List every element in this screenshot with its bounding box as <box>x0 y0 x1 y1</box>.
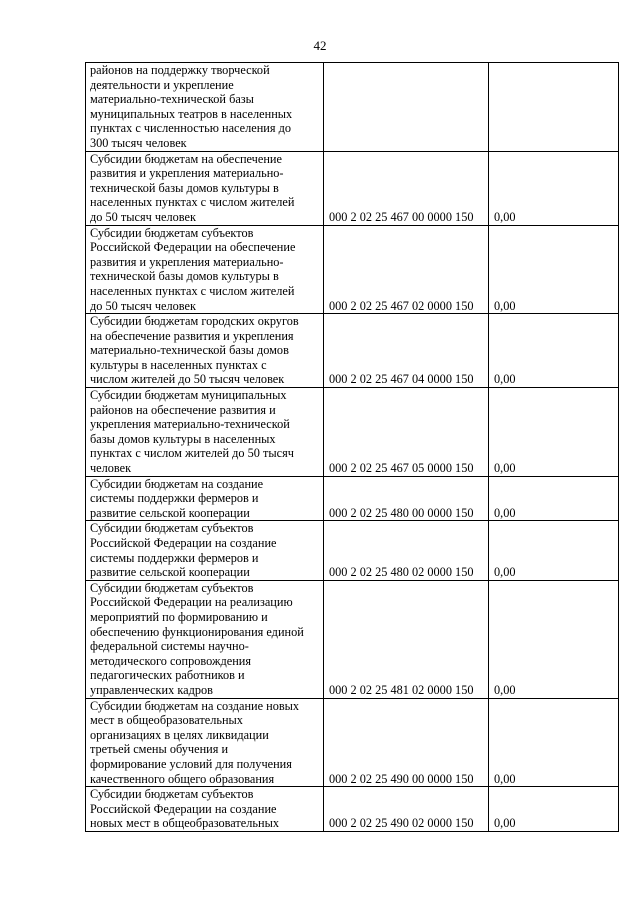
row-name-line: до 50 тысяч человек <box>90 298 196 313</box>
row-name-cell <box>86 787 324 832</box>
row-name-line: на обеспечение развития и укрепления <box>90 328 294 343</box>
row-name-cell <box>86 698 324 787</box>
row-name-line: управленческих кадров <box>90 682 213 697</box>
row-name-line: населенных пунктах с числом жителей <box>90 283 295 298</box>
row-name-cell <box>86 63 324 152</box>
row-name-line: Субсидии бюджетам на создание новых <box>90 698 300 713</box>
row-name-line: новых мест в общеобразовательных <box>90 816 279 831</box>
row-code-cell: 000 2 02 25 467 00 0000 150 <box>324 151 489 225</box>
row-name-line: человек <box>90 461 132 476</box>
row-code-cell <box>324 63 489 152</box>
row-code-cell: 000 2 02 25 467 02 0000 150 <box>324 225 489 314</box>
row-name-line: развитие сельской кооперации <box>90 565 250 580</box>
row-name-line: системы поддержки фермеров и <box>90 491 259 506</box>
row-name-cell <box>86 225 324 314</box>
row-name-line: Субсидии бюджетам субъектов <box>90 580 254 595</box>
row-name-cell <box>86 151 324 225</box>
row-name-line: муниципальных театров в населенных <box>90 106 293 121</box>
row-name-line: населенных пунктах с числом жителей <box>90 195 295 210</box>
row-name-line: мест в общеобразовательных <box>90 713 243 728</box>
page-number: 42 <box>313 38 327 53</box>
row-name-line: материально-технической базы домов <box>90 343 289 358</box>
row-name-cell <box>86 388 324 477</box>
row-value-cell: 0,00 <box>489 225 619 314</box>
table-row <box>86 151 619 225</box>
row-name-line: Российской Федерации на обеспечение <box>90 240 296 255</box>
row-name-line: культуры в населенных пунктах с <box>90 357 267 372</box>
row-value-cell: 0,00 <box>489 476 619 521</box>
row-name-line: Субсидии бюджетам муниципальных <box>90 388 287 403</box>
budget-revenue-table <box>85 62 619 832</box>
row-name-line: федеральной системы научно- <box>90 639 249 654</box>
row-code-cell: 000 2 02 25 467 04 0000 150 <box>324 314 489 388</box>
row-name-cell <box>86 521 324 580</box>
row-name-line: районов на обеспечение развития и <box>90 402 276 417</box>
row-name-line: методического сопровождения <box>90 653 252 668</box>
row-name-line: технической базы домов культуры в <box>90 269 279 284</box>
row-name-line: мероприятий по формированию и <box>90 609 268 624</box>
row-name-line: Российской Федерации на создание <box>90 801 277 816</box>
row-name-line: третьей смены обучения и <box>90 742 229 757</box>
table-row <box>86 63 619 152</box>
row-value-cell: 0,00 <box>489 787 619 832</box>
table-row <box>86 521 619 580</box>
row-name-cell <box>86 314 324 388</box>
row-code-cell: 000 2 02 25 490 00 0000 150 <box>324 698 489 787</box>
row-name-line: технической базы домов культуры в <box>90 180 279 195</box>
row-name-line: Субсидии бюджетам субъектов <box>90 521 254 536</box>
row-name-line: деятельности и укрепление <box>90 77 234 92</box>
row-name-line: до 50 тысяч человек <box>90 209 196 224</box>
table-row <box>86 476 619 521</box>
row-name-line: организациях в целях ликвидации <box>90 727 269 742</box>
row-code-cell: 000 2 02 25 467 05 0000 150 <box>324 388 489 477</box>
table-row <box>86 314 619 388</box>
row-name-line: пунктах с числом жителей до 50 тысяч <box>90 446 294 461</box>
row-code-cell: 000 2 02 25 480 02 0000 150 <box>324 521 489 580</box>
row-name-line: обеспечению функционирования единой <box>90 624 304 639</box>
row-name-line: педагогических работников и <box>90 668 245 683</box>
row-value-cell: 0,00 <box>489 314 619 388</box>
table-row <box>86 580 619 698</box>
row-name-cell <box>86 476 324 521</box>
row-name-line: развитие сельской кооперации <box>90 505 250 520</box>
row-value-cell: 0,00 <box>489 580 619 698</box>
row-name-line: районов на поддержку творческой <box>90 63 270 77</box>
table-row <box>86 388 619 477</box>
row-name-line: укрепления материально-технической <box>90 417 290 432</box>
row-name-line: числом жителей до 50 тысяч человек <box>90 372 285 387</box>
row-name-line: Субсидии бюджетам субъектов <box>90 787 254 802</box>
row-name-line: развития и укрепления материально- <box>90 254 284 269</box>
row-name-line: Российской Федерации на реализацию <box>90 595 293 610</box>
row-value-cell: 0,00 <box>489 698 619 787</box>
row-value-cell: 0,00 <box>489 521 619 580</box>
row-code-cell: 000 2 02 25 480 00 0000 150 <box>324 476 489 521</box>
row-code-cell: 000 2 02 25 481 02 0000 150 <box>324 580 489 698</box>
row-name-line: Субсидии бюджетам субъектов <box>90 225 254 240</box>
row-name-line: системы поддержки фермеров и <box>90 550 259 565</box>
row-name-line: развития и укрепления материально- <box>90 166 284 181</box>
row-name-line: пунктах с численностью населения до <box>90 121 291 136</box>
row-value-cell: 0,00 <box>489 388 619 477</box>
table-row <box>86 225 619 314</box>
row-name-line: Российской Федерации на создание <box>90 536 277 550</box>
row-name-line: базы домов культуры в населенных <box>90 431 276 446</box>
row-value-cell <box>489 63 619 152</box>
row-code-cell: 000 2 02 25 490 02 0000 150 <box>324 787 489 832</box>
row-name-line: материально-технической базы <box>90 92 254 107</box>
row-name-line: качественного общего образования <box>90 771 275 786</box>
row-name-line: Субсидии бюджетам на обеспечение <box>90 151 282 166</box>
table-row <box>86 787 619 832</box>
table-body <box>86 63 619 832</box>
table-row <box>86 698 619 787</box>
row-name-line: 300 тысяч человек <box>90 135 187 150</box>
row-name-line: Субсидии бюджетам городских округов <box>90 314 299 329</box>
row-name-cell <box>86 580 324 698</box>
row-name-line: формирование условий для получения <box>90 756 292 771</box>
row-value-cell: 0,00 <box>489 151 619 225</box>
row-name-line: Субсидии бюджетам на создание <box>90 476 264 491</box>
